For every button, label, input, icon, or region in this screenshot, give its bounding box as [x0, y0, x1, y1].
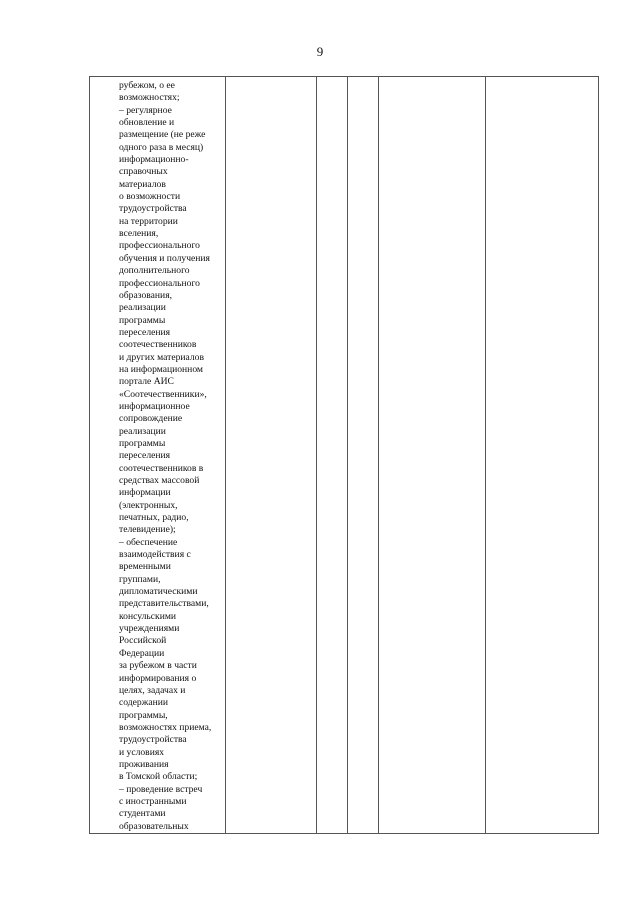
text-line: на информационном [119, 363, 204, 375]
text-line: консульскими [119, 610, 177, 622]
text-line: соотечественников в [119, 462, 204, 474]
text-line: дипломатическими [119, 586, 198, 598]
text-line: целях, задачах и [119, 684, 186, 696]
text-line: соотечественников [119, 339, 197, 351]
text-line: сопровождение [119, 413, 183, 425]
text-line: – обеспечение [119, 536, 178, 548]
text-line: обновление и [119, 117, 175, 129]
text-line: программы [119, 437, 166, 449]
text-line: образования, [119, 289, 173, 301]
text-line: – проведение встреч [119, 783, 203, 795]
text-line: портале АИС [119, 376, 174, 388]
text-line: студентами [119, 808, 166, 820]
text-line: образовательных [119, 820, 189, 832]
table-cell-empty [348, 77, 379, 834]
text-line: средствах массовой [119, 475, 200, 486]
table-cell-empty [317, 77, 348, 834]
text-line: с иностранными [119, 795, 187, 807]
text-line: переселения [119, 450, 171, 462]
text-line: (электронных, [119, 499, 178, 511]
table-cell-empty [486, 77, 599, 834]
text-line: Федерации [119, 647, 165, 659]
text-line: реализации [119, 425, 166, 437]
text-line: на территории [119, 215, 178, 227]
text-line: – регулярное [119, 104, 172, 116]
text-line: учреждениями [119, 623, 180, 635]
text-line: возможностях; [119, 92, 180, 104]
text-line: трудоустройства [119, 203, 187, 215]
text-line: переселения [119, 326, 171, 338]
page-number: 9 [316, 44, 324, 59]
text-line: представительствами, [119, 598, 209, 610]
text-line: информационно- [119, 154, 189, 166]
text-line: и условиях [119, 746, 165, 758]
text-line: вселения, [119, 228, 159, 240]
document-table [89, 76, 599, 834]
text-line: программы, [119, 709, 168, 721]
text-line: в Томской области; [119, 771, 198, 783]
text-line: справочных [119, 166, 168, 178]
text-line: временными [119, 561, 171, 573]
text-line: за рубежом в части [119, 660, 197, 672]
text-line: трудоустройства [119, 734, 187, 746]
text-line: программы [119, 314, 166, 326]
text-line: возможностях приема, [119, 721, 212, 733]
text-line: профессионального [119, 277, 200, 289]
text-line: профессионального [119, 240, 200, 252]
text-line: содержании [119, 697, 169, 709]
text-line: печатных, радио, [119, 512, 189, 524]
text-line: проживания [119, 758, 169, 770]
text-line: информации [119, 487, 171, 499]
text-line: дополнительного [119, 265, 190, 277]
text-line: реализации [119, 302, 166, 314]
table-row [90, 77, 599, 834]
text-line: «Соотечественники», [119, 388, 207, 400]
measures-text [90, 77, 225, 833]
text-line: и других материалов [119, 351, 204, 363]
text-line: информирования о [119, 672, 197, 684]
text-line: группами, [119, 573, 161, 585]
text-line: Российской [119, 635, 167, 647]
text-line: рубежом, о ее [119, 80, 175, 91]
text-line: одного раза в месяц) [119, 141, 204, 153]
table-cell-measures [90, 77, 226, 834]
table-cell-empty [379, 77, 486, 834]
text-line: взаимодействия с [119, 549, 191, 561]
text-line: телевидение); [119, 524, 176, 536]
text-line: о возможности [119, 191, 181, 203]
text-line: обучения и получения [119, 252, 210, 264]
table-cell-empty [226, 77, 317, 834]
text-line: размещение (не реже [119, 129, 206, 141]
text-line: информационное [119, 400, 190, 412]
text-line: материалов [119, 178, 166, 190]
